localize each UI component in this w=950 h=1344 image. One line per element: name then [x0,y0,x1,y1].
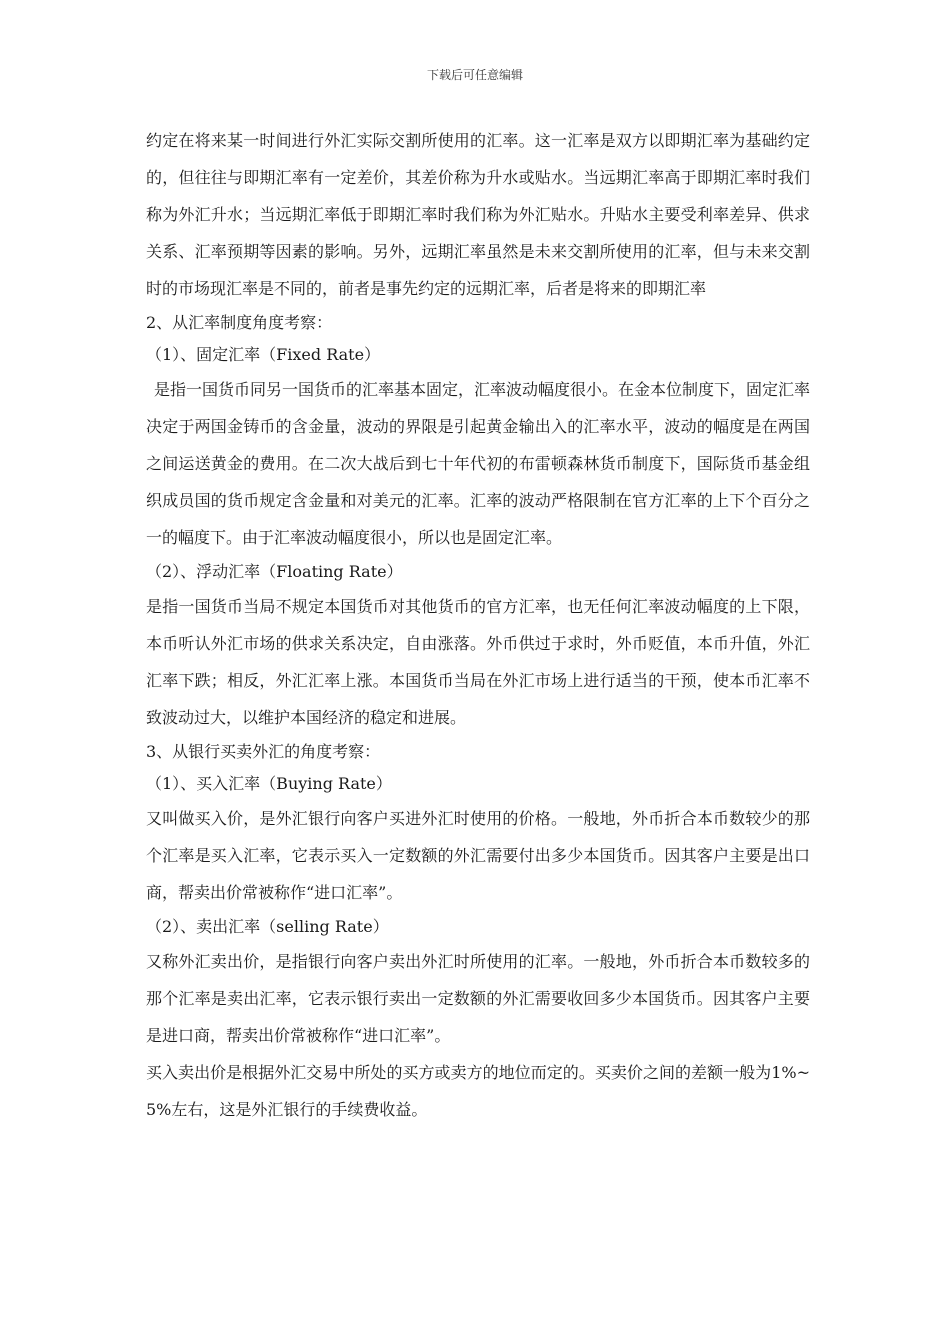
paragraph-buying-rate: 又叫做买入价，是外汇银行向客户买进外汇时使用的价格。一般地，外币折合本币数较少的那个汇率是买入汇率，它表示买入一定数额的外汇需要付出多少本国货币。因其客户主要是出口商，帮卖出价常被称作“进口汇率”。 [146,809,810,902]
paragraph-selling-rate: 又称外汇卖出价，是指银行向客户卖出外汇时所使用的汇率。一般地，外币折合本币数较多的那个汇率是卖出汇率，它表示银行卖出一定数额的外汇需要收回多少本国货币。因其客户主要是进口商，帮卖出价常被称作“进口汇率”。 [146,952,810,1045]
subheading-floating-rate: （2）、浮动汇率（Floating Rate） [146,562,403,581]
paragraph-floating-rate: 是指一国货币当局不规定本国货币对其他货币的官方汇率，也无任何汇率波动幅度的上下限，本币听认外汇市场的供求关系决定，自由涨落。外币供过于求时，外币贬值，本币升值，外汇汇率下跌；相反，外汇汇率上涨。本国货币当局在外汇市场上进行适当的干预，使本币汇率不致波动过大，以维护本国经济的稳定和进展。 [146,597,810,727]
document-body [146,122,810,1128]
header-note: 下载后可任意编辑 [426,68,523,82]
section-heading-regime: 2、从汇率制度角度考察： [146,313,333,332]
paragraph-spread: 买入卖出价是根据外汇交易中所处的买方或卖方的地位而定的。买卖价之间的差额一般为1%~5%左右，这是外汇银行的手续费收益。 [146,1063,810,1119]
paragraph-forward-rate: 约定在将来某一时间进行外汇实际交割所使用的汇率。这一汇率是双方以即期汇率为基础约定的，但往往与即期汇率有一定差价，其差价称为升水或贴水。当远期汇率高于即期汇率时我们称为外汇升水；当远期汇率低于即期汇率时我们称为外汇贴水。升贴水主要受利率差异、供求关系、汇率预期等因素的影响。另外，远期汇率虽然是未来交割所使用的汇率，但与未来交割时的市场现汇率是不同的，前者是事先约定的远期汇率，后者是将来的即期汇率 [146,131,810,298]
paragraph-fixed-rate: 是指一国货币同另一国货币的汇率基本固定，汇率波动幅度很小。在金本位制度下，固定汇率决定于两国金铸币的含金量，波动的界限是引起黄金输出入的汇率水平，波动的幅度是在两国之间运送黄金的费用。在二次大战后到七十年代初的布雷顿森林货币制度下，国际货币基金组织成员国的货币规定含金量和对美元的汇率。汇率的波动严格限制在官方汇率的上下个百分之一的幅度下。由于汇率波动幅度很小，所以也是固定汇率。 [146,380,811,547]
subheading-fixed-rate: （1）、固定汇率（Fixed Rate） [146,345,381,364]
subheading-selling-rate: （2）、卖出汇率（selling Rate） [146,917,389,936]
subheading-buying-rate: （1）、买入汇率（Buying Rate） [146,774,392,793]
section-heading-bank-trading: 3、从银行买卖外汇的角度考察： [146,742,381,761]
